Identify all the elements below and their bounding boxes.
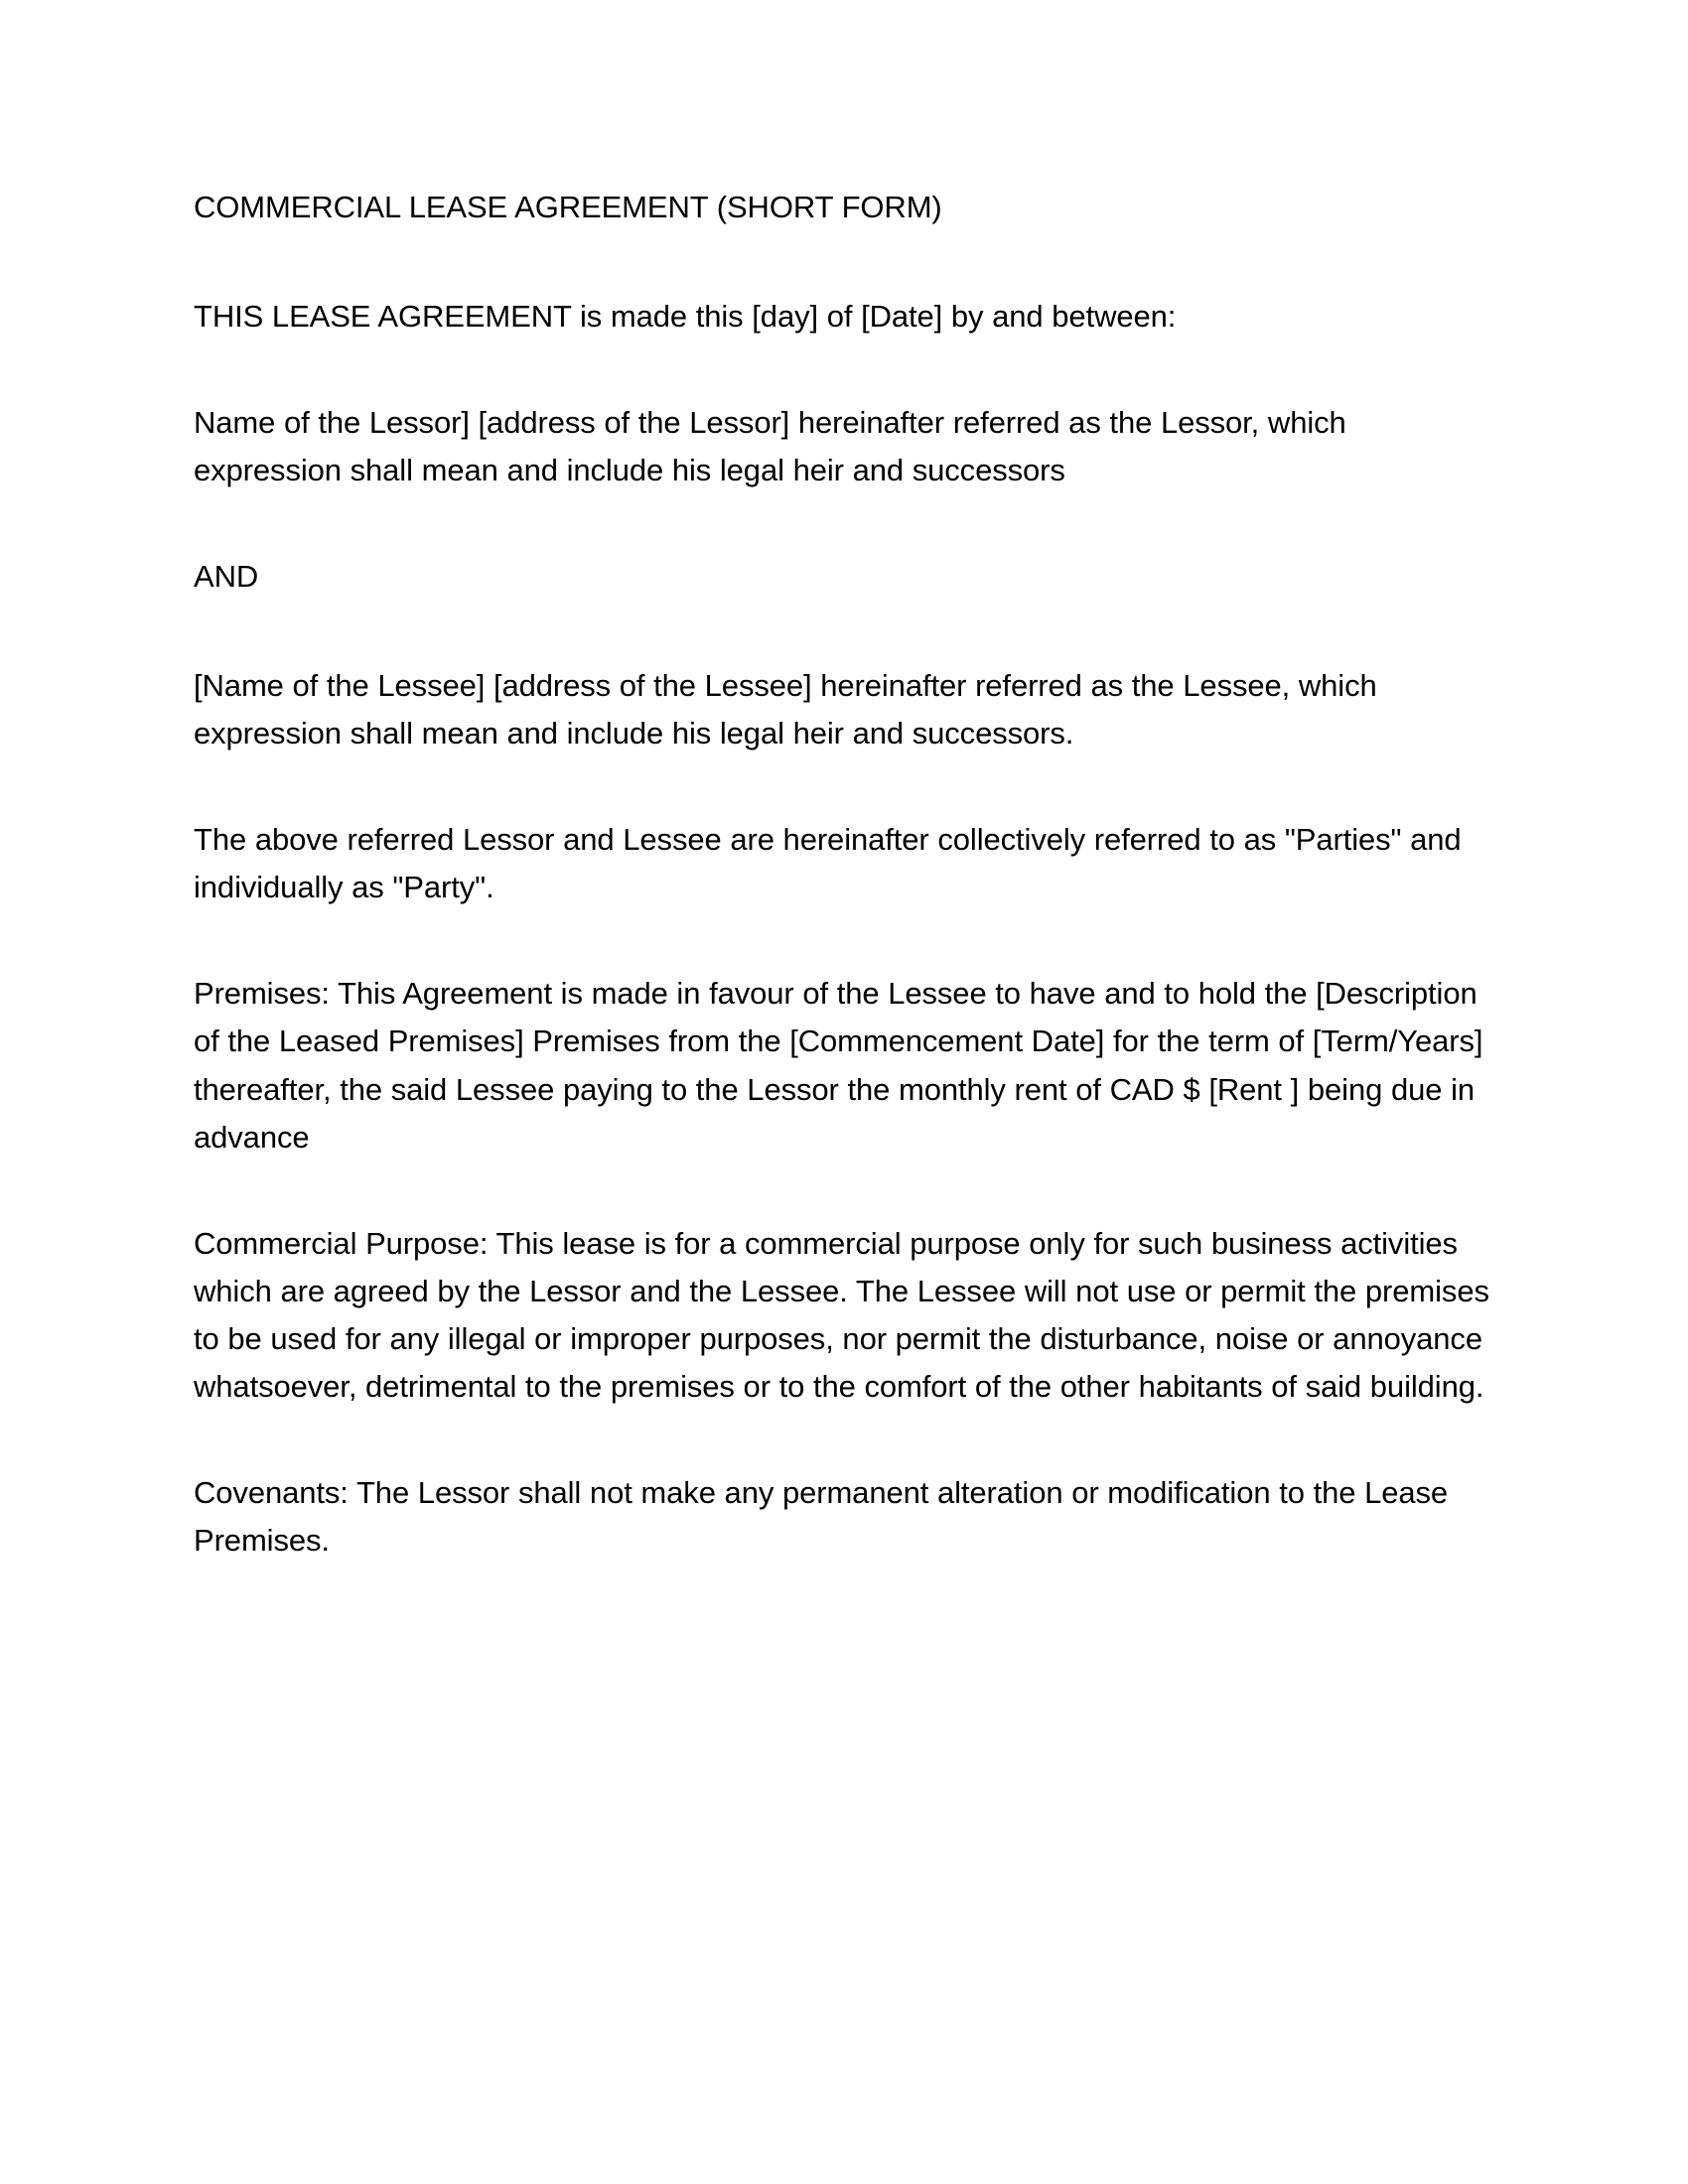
- commercial-purpose-clause: Commercial Purpose: This lease is for a commercial purpose only for such business activities which are agreed by the Lessor and the Lessee. The Lessee will not use or permit the premises to be used for any illegal or improper purposes, nor permit the disturbance, noise or annoyance whatsoever, detrimental to the premises or to the comfort of the other habitants of said building.: [194, 1225, 1489, 1404]
- document-body: [194, 184, 1489, 1565]
- lessor-paragraph: Name of the Lessor] [address of the Lessor] hereinafter referred as the Lessor, which expression shall mean and include his legal heir and successors: [194, 405, 1346, 488]
- premises-clause: Premises: This Agreement is made in favour of the Lessee to have and to hold the [Description of the Leased Premises] Premises from the [Commencement Date] for the term of [Term/Years] thereafter, the said Lessee paying to the Lessor the monthly rent of CAD $ [Rent ] being due in advance: [194, 976, 1483, 1155]
- and-connector: AND: [194, 559, 259, 595]
- parties-definition-paragraph: The above referred Lessor and Lessee are hereinafter collectively referred to as "Parties" and individually as "Party".: [194, 822, 1462, 905]
- covenants-clause: Covenants: The Lessor shall not make any permanent alteration or modification to the Lease Premises.: [194, 1474, 1449, 1558]
- lessee-paragraph: [Name of the Lessee] [address of the Lessee] hereinafter referred as the Lessee, which expression shall mean and include his legal heir and successors.: [194, 668, 1377, 751]
- preamble-paragraph: THIS LEASE AGREEMENT is made this [day] of [Date] by and between:: [194, 299, 1177, 335]
- document-title: COMMERCIAL LEASE AGREEMENT (SHORT FORM): [194, 190, 942, 224]
